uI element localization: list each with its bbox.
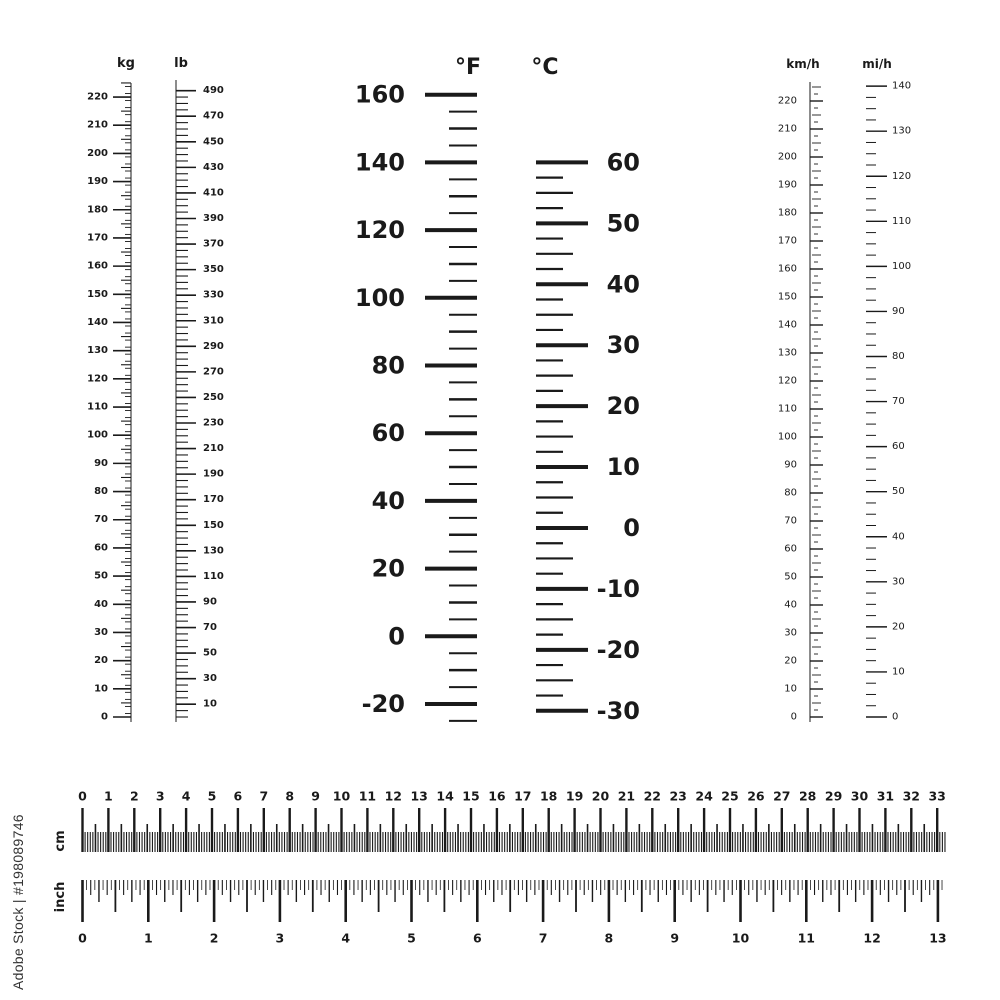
inch-tick-label: 5 [407,930,416,946]
kmh-tick-label: 40 [784,599,797,611]
fahrenheit-unit-label: °F [454,55,482,80]
kg-tick-label: 130 [87,345,108,357]
length-scale [53,789,947,946]
kg-tick-label: 200 [87,147,108,159]
lb-tick-label: 470 [203,110,224,122]
kmh-tick-label: 180 [777,207,797,219]
kmh-tick-label: 140 [777,319,797,331]
lb-tick-label: 150 [203,519,224,531]
kmh-tick-label: 190 [777,179,797,191]
celsius-tick-label: -20 [596,635,640,664]
cm-tick-label: 12 [384,788,403,804]
cm-unit-label: cm [53,830,68,852]
celsius-tick-label: -30 [596,696,640,725]
lb-tick-label: 90 [203,596,217,608]
cm-tick-label: 4 [181,788,191,804]
lb-tick-label: 110 [203,570,224,582]
fahrenheit-tick-label: 0 [388,622,405,651]
cm-tick-label: 21 [617,788,636,804]
mih-tick-label: 20 [892,621,905,633]
celsius-tick-label: 50 [606,209,640,238]
kmh-tick-label: 20 [784,655,797,667]
cm-tick-label: 7 [259,788,269,804]
lb-tick-label: 290 [203,340,224,352]
cm-tick-label: 6 [233,788,243,804]
kmh-tick-label: 50 [784,571,797,583]
lb-tick-label: 490 [203,85,224,97]
lb-tick-label: 270 [203,366,224,378]
cm-tick-label: 16 [488,788,506,804]
kg-tick-label: 80 [94,486,108,498]
kmh-tick-label: 170 [777,235,797,247]
lb-tick-label: 370 [203,238,224,250]
cm-tick-label: 17 [514,788,532,804]
inch-tick-label: 12 [863,930,881,946]
kmh-tick-label: 60 [784,543,797,555]
mih-tick-label: 60 [892,441,905,453]
kg-unit-label: kg [117,56,135,71]
kg-tick-label: 210 [87,119,108,131]
inch-tick-label: 9 [670,930,680,946]
lb-tick-label: 170 [203,494,224,506]
inch-tick-label: 1 [143,930,153,946]
celsius-tick-label: 10 [606,453,640,482]
kg-tick-label: 40 [94,598,108,610]
stock-id-watermark: Adobe Stock | #198089746 [10,814,26,990]
cm-tick-label: 13 [410,788,428,804]
kmh-tick-label: 0 [790,711,797,723]
mih-tick-label: 110 [892,215,912,227]
weight-scale [87,56,224,723]
kmh-tick-label: 100 [777,431,797,443]
kg-tick-label: 20 [94,655,108,667]
cm-tick-label: 28 [798,788,817,804]
cm-tick-label: 11 [358,788,377,804]
mih-unit-label: mi/h [862,57,892,71]
fahrenheit-tick-label: 80 [371,351,405,380]
lb-tick-label: 190 [203,468,224,480]
celsius-tick-label: 20 [606,392,640,421]
inch-tick-label: 7 [538,930,548,946]
cm-tick-label: 10 [332,788,351,804]
lb-tick-label: 330 [203,289,224,301]
cm-tick-label: 20 [591,788,610,804]
kmh-tick-label: 90 [784,459,797,471]
mih-tick-label: 10 [892,666,905,678]
kg-tick-label: 70 [94,514,108,526]
celsius-tick-label: 0 [623,513,640,542]
kmh-tick-label: 210 [777,123,797,135]
lb-tick-label: 70 [203,622,217,634]
cm-tick-label: 19 [565,788,584,804]
kmh-tick-label: 70 [784,515,797,527]
lb-tick-label: 450 [203,136,224,148]
kg-tick-label: 110 [87,401,108,413]
speed-scale [778,57,911,723]
cm-tick-label: 29 [824,788,843,804]
fahrenheit-tick-label: 140 [354,148,405,177]
cm-tick-label: 22 [643,788,662,804]
cm-tick-label: 15 [462,788,480,804]
mih-tick-label: 120 [892,170,912,182]
cm-tick-label: 24 [695,788,713,804]
inch-tick-label: 0 [78,930,87,946]
lb-unit-label: lb [174,56,188,71]
kg-tick-label: 50 [94,570,108,582]
celsius-tick-label: 60 [606,148,640,177]
cm-tick-label: 25 [721,788,739,804]
lb-tick-label: 230 [203,417,224,429]
mih-tick-label: 30 [892,576,905,588]
kg-tick-label: 190 [87,176,108,188]
kmh-tick-label: 160 [777,263,797,275]
fahrenheit-tick-label: 100 [354,283,405,312]
kg-tick-label: 0 [101,711,108,723]
lb-tick-label: 350 [203,264,224,276]
kmh-tick-label: 80 [784,487,797,499]
lb-tick-label: 410 [203,187,224,199]
kg-tick-label: 10 [94,683,108,695]
kg-tick-label: 160 [87,260,108,272]
celsius-unit-label: °C [531,55,559,80]
kg-tick-label: 170 [87,232,108,244]
fahrenheit-tick-label: 120 [354,216,405,245]
lb-tick-label: 30 [203,673,217,685]
kg-tick-label: 100 [87,429,108,441]
cm-tick-label: 14 [436,788,454,804]
cm-tick-label: 8 [285,788,295,804]
inch-tick-label: 13 [929,930,947,946]
cm-tick-label: 2 [129,788,139,804]
inch-tick-label: 10 [731,930,750,946]
kmh-unit-label: km/h [786,57,820,71]
mih-tick-label: 140 [892,80,912,92]
mih-tick-label: 50 [892,486,905,498]
celsius-tick-label: 40 [606,270,640,299]
inch-unit-label: inch [53,881,68,913]
cm-tick-label: 18 [539,788,558,804]
cm-tick-label: 32 [902,788,921,804]
lb-tick-label: 390 [203,212,224,224]
kg-tick-label: 30 [94,626,108,638]
cm-tick-label: 23 [669,788,687,804]
inch-tick-label: 11 [797,930,816,946]
kg-tick-label: 180 [87,204,108,216]
mih-tick-label: 0 [892,711,899,723]
inch-tick-label: 3 [275,930,285,946]
fahrenheit-tick-label: 160 [354,80,405,109]
cm-tick-label: 3 [155,788,165,804]
temperature-scale [355,55,640,725]
inch-tick-label: 2 [209,930,219,946]
mih-tick-label: 130 [892,125,912,137]
kg-tick-label: 90 [94,457,108,469]
kg-tick-label: 120 [87,373,108,385]
fahrenheit-tick-label: 40 [371,486,405,515]
lb-tick-label: 310 [203,315,224,327]
inch-tick-label: 6 [472,930,482,946]
kmh-tick-label: 130 [777,347,797,359]
cm-tick-label: 5 [207,788,217,804]
kmh-tick-label: 220 [777,95,797,107]
fahrenheit-tick-label: 60 [371,419,405,448]
celsius-tick-label: 30 [606,331,640,360]
kg-tick-label: 150 [87,288,108,300]
mih-tick-label: 70 [892,396,905,408]
cm-tick-label: 9 [311,788,320,804]
kmh-tick-label: 30 [784,627,797,639]
kmh-tick-label: 10 [784,683,797,695]
fahrenheit-tick-label: -20 [361,690,405,718]
lb-tick-label: 210 [203,443,224,455]
inch-tick-label: 4 [341,930,351,946]
kg-tick-label: 220 [87,91,108,103]
kmh-tick-label: 200 [777,151,797,163]
lb-tick-label: 250 [203,391,224,403]
lb-tick-label: 10 [203,698,217,710]
cm-tick-label: 0 [78,788,87,804]
kmh-tick-label: 150 [777,291,797,303]
kmh-tick-label: 110 [777,403,797,415]
cm-tick-label: 33 [928,788,946,804]
cm-tick-label: 1 [104,788,113,804]
kg-tick-label: 60 [94,542,108,554]
fahrenheit-tick-label: 20 [371,554,405,583]
mih-tick-label: 40 [892,531,905,543]
inch-tick-label: 8 [604,930,614,946]
cm-tick-label: 26 [747,788,765,804]
kg-tick-label: 140 [87,316,108,328]
celsius-tick-label: -10 [596,574,640,603]
mih-tick-label: 80 [892,351,905,363]
cm-tick-label: 27 [773,788,791,804]
mih-tick-label: 90 [892,305,905,317]
cm-tick-label: 30 [850,788,869,804]
lb-tick-label: 430 [203,161,224,173]
mih-tick-label: 100 [892,260,912,272]
kmh-tick-label: 120 [777,375,797,387]
cm-tick-label: 31 [876,788,895,804]
lb-tick-label: 50 [203,647,217,659]
lb-tick-label: 130 [203,545,224,557]
